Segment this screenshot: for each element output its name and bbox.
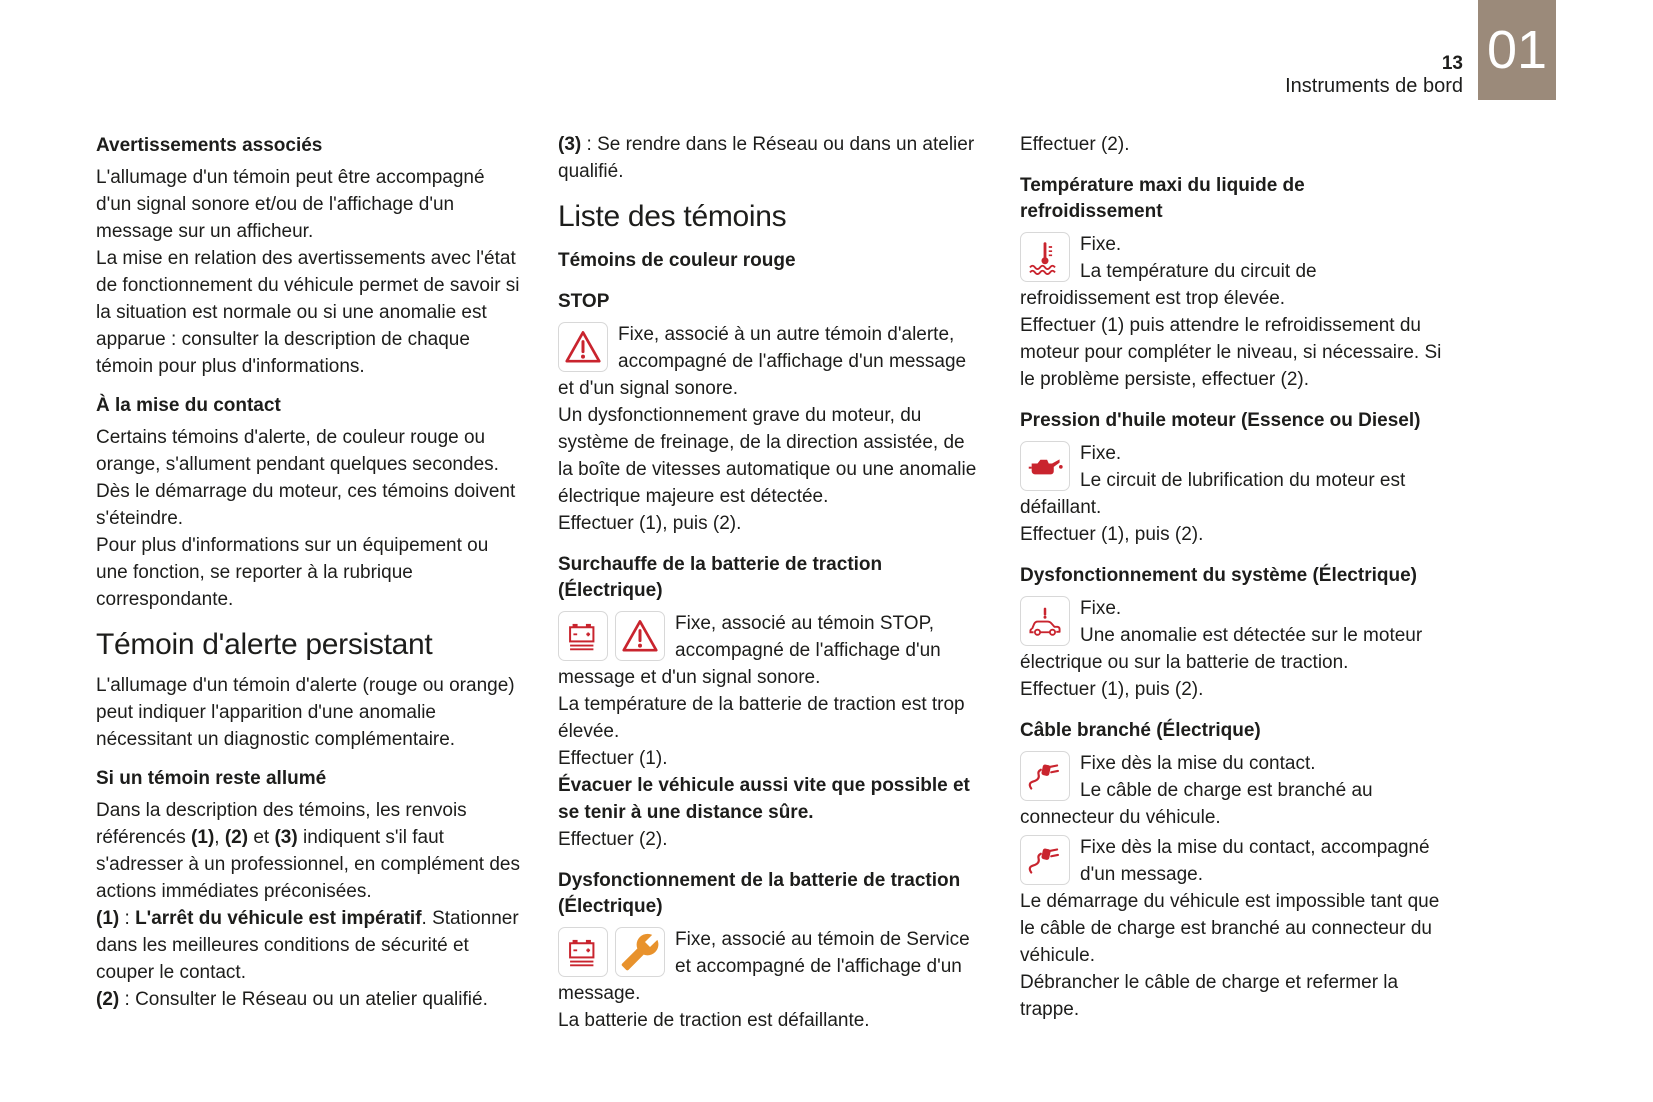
indicator-description: La batterie de traction est défaillante. xyxy=(558,1010,870,1031)
indicator-behavior: Fixe dès la mise du contact, accompagné d'un message. xyxy=(1080,837,1430,885)
body-text: (1) : L'arrêt du véhicule est impératif. Stationner dans les meilleures conditions de sécurité et couper le contact. xyxy=(96,908,519,983)
indicator-icon-group xyxy=(558,611,665,661)
page-number: 13 xyxy=(1441,53,1463,74)
charging-cable-icon xyxy=(1020,751,1070,801)
indicator-behavior: Fixe. xyxy=(1080,598,1122,619)
column-middle xyxy=(558,131,984,1034)
indicator-description: Un dysfonctionnement grave du moteur, du système de freinage, de la direction assistée, de la boîte de vitesses automatique ou une anomalie électrique majeure est détectée. xyxy=(558,405,977,507)
indicator-title: Température maxi du liquide de refroidissement xyxy=(1020,175,1305,222)
indicator-body xyxy=(558,321,984,537)
indicator-entry-pression-huile xyxy=(1020,408,1446,548)
indicator-action: Effectuer (1), puis (2). xyxy=(1020,524,1204,545)
subheading-temoins-rouges: Témoins de couleur rouge xyxy=(558,250,796,271)
indicator-description: Le câble de charge est branché au connecteur du véhicule. xyxy=(1020,780,1373,828)
indicator-title: STOP xyxy=(558,291,610,312)
body-text: L'allumage d'un témoin peut être accompagné d'un signal sonore et/ou de l'affichage d'un message sur un afficheur. xyxy=(96,167,485,242)
indicator-icon-group xyxy=(1020,232,1070,282)
indicator-title: Câble branché (Électrique) xyxy=(1020,720,1261,741)
indicator-behavior: Fixe, associé au témoin de Service et accompagné de l'affichage d'un message. xyxy=(558,929,970,1004)
subheading-avertissements-associes: Avertissements associés xyxy=(96,135,323,156)
indicator-icon-group xyxy=(558,322,608,372)
indicator-description: La température de la batterie de traction est trop élevée. xyxy=(558,694,965,742)
indicator-title: Dysfonctionnement du système (Électrique) xyxy=(1020,565,1417,586)
heading-temoin-alerte-persistant: Témoin d'alerte persistant xyxy=(96,628,433,661)
charging-cable-icon xyxy=(1020,835,1070,885)
indicator-entry-dysfonctionnement-systeme xyxy=(1020,563,1446,703)
indicator-description: Le démarrage du véhicule est impossible tant que le câble de charge est branché au connecteur du véhicule. xyxy=(1020,891,1440,966)
traction-battery-icon xyxy=(558,927,608,977)
indicator-icon-group xyxy=(1020,596,1070,646)
heading-liste-des-temoins: Liste des témoins xyxy=(558,200,787,233)
indicator-icon-group xyxy=(1020,835,1070,885)
indicator-behavior: Fixe, associé au témoin STOP, accompagné de l'affichage d'un message et d'un signal sonore. xyxy=(558,613,941,688)
subheading-mise-du-contact: À la mise du contact xyxy=(96,395,281,416)
indicator-body xyxy=(558,926,984,1034)
indicator-body xyxy=(1020,440,1446,521)
service-wrench-icon xyxy=(615,927,665,977)
warning-triangle-icon xyxy=(615,611,665,661)
body-text: (2) : Consulter le Réseau ou un atelier qualifié. xyxy=(96,989,488,1010)
body-text: L'allumage d'un témoin d'alerte (rouge ou orange) peut indiquer l'apparition d'une anomalie nécessitant un diagnostic complémentaire. xyxy=(96,675,515,750)
body-text: Certains témoins d'alerte, de couleur rouge ou orange, s'allument pendant quelques secondes. Dès le démarrage du moteur, ces témoins doivent s'éteindre. xyxy=(96,427,516,529)
indicator-description: Une anomalie est détectée sur le moteur électrique ou sur la batterie de traction. xyxy=(1020,625,1423,673)
chapter-tab xyxy=(1478,0,1556,100)
column-left xyxy=(96,131,522,1034)
indicator-icon-group xyxy=(1020,441,1070,491)
indicator-behavior: Fixe dès la mise du contact. xyxy=(1080,753,1316,774)
body-text: (3) : Se rendre dans le Réseau ou dans un atelier qualifié. xyxy=(558,134,975,182)
coolant-temperature-icon xyxy=(1020,232,1070,282)
body-text: La mise en relation des avertissements avec l'état de fonctionnement du véhicule permet de savoir si la situation est normale ou si une anomalie est apparue : consulter la description de chaque témoin pour plus d'informations. xyxy=(96,248,520,377)
traction-battery-icon xyxy=(558,611,608,661)
indicator-body xyxy=(1020,834,1446,1023)
section-title: Instruments de bord xyxy=(1285,75,1463,97)
body-text: Dans la description des témoins, les renvois référencés (1), (2) et (3) indiquent s'il faut s'adresser à un professionnel, en complément des actions immédiates préconisées. xyxy=(96,800,520,902)
indicator-action: Effectuer (1), puis (2). xyxy=(1020,679,1204,700)
indicator-body xyxy=(1020,595,1446,676)
indicator-entry-temperature-liquide xyxy=(1020,173,1446,393)
electric-system-fault-icon xyxy=(1020,596,1070,646)
indicator-action: Effectuer (2). xyxy=(558,829,668,850)
indicator-entry-surchauffe-batterie xyxy=(558,552,984,853)
indicator-body xyxy=(558,610,984,853)
indicator-body xyxy=(1020,750,1446,831)
indicator-action: Effectuer (1), puis (2). xyxy=(558,513,742,534)
body-text: Pour plus d'informations sur un équipement ou une fonction, se reporter à la rubrique correspondante. xyxy=(96,535,489,610)
indicator-behavior: Fixe. xyxy=(1080,234,1122,255)
indicator-behavior: Fixe, associé à un autre témoin d'alerte, accompagné de l'affichage d'un message et d'un signal sonore. xyxy=(558,324,967,399)
indicator-entry-cable-branche xyxy=(1020,718,1446,1023)
indicator-action: Effectuer (1). xyxy=(558,748,668,769)
chapter-number: 01 xyxy=(1486,20,1548,80)
column-right xyxy=(1020,131,1446,1034)
indicator-icon-group xyxy=(558,927,665,977)
indicator-body xyxy=(1020,231,1446,312)
indicator-behavior: Fixe. xyxy=(1080,443,1122,464)
warning-triangle-icon xyxy=(558,322,608,372)
content-columns xyxy=(96,131,1446,1034)
indicator-title: Pression d'huile moteur (Essence ou Diesel) xyxy=(1020,410,1421,431)
indicator-title: Dysfonctionnement de la batterie de traction (Électrique) xyxy=(558,870,961,917)
subheading-si-temoin-reste-allume: Si un témoin reste allumé xyxy=(96,768,327,789)
indicator-entry-defaut-batterie xyxy=(558,868,984,1034)
indicator-description: Débrancher le câble de charge et refermer la trappe. xyxy=(1020,972,1399,1020)
indicator-description: Le circuit de lubrification du moteur est défaillant. xyxy=(1020,470,1406,518)
indicator-action: Effectuer (1) puis attendre le refroidissement du moteur pour compléter le niveau, si nécessaire. Si le problème persiste, effectuer (2). xyxy=(1020,315,1442,390)
indicator-warning: Évacuer le véhicule aussi vite que possible et se tenir à une distance sûre. xyxy=(558,775,970,823)
indicator-action: Effectuer (2). xyxy=(1020,134,1130,155)
indicator-entry-stop xyxy=(558,289,984,537)
indicator-description: La température du circuit de refroidissement est trop élevée. xyxy=(1020,261,1317,309)
indicator-title: Surchauffe de la batterie de traction (Électrique) xyxy=(558,554,883,601)
indicator-icon-group xyxy=(1020,751,1070,801)
engine-oil-pressure-icon xyxy=(1020,441,1070,491)
